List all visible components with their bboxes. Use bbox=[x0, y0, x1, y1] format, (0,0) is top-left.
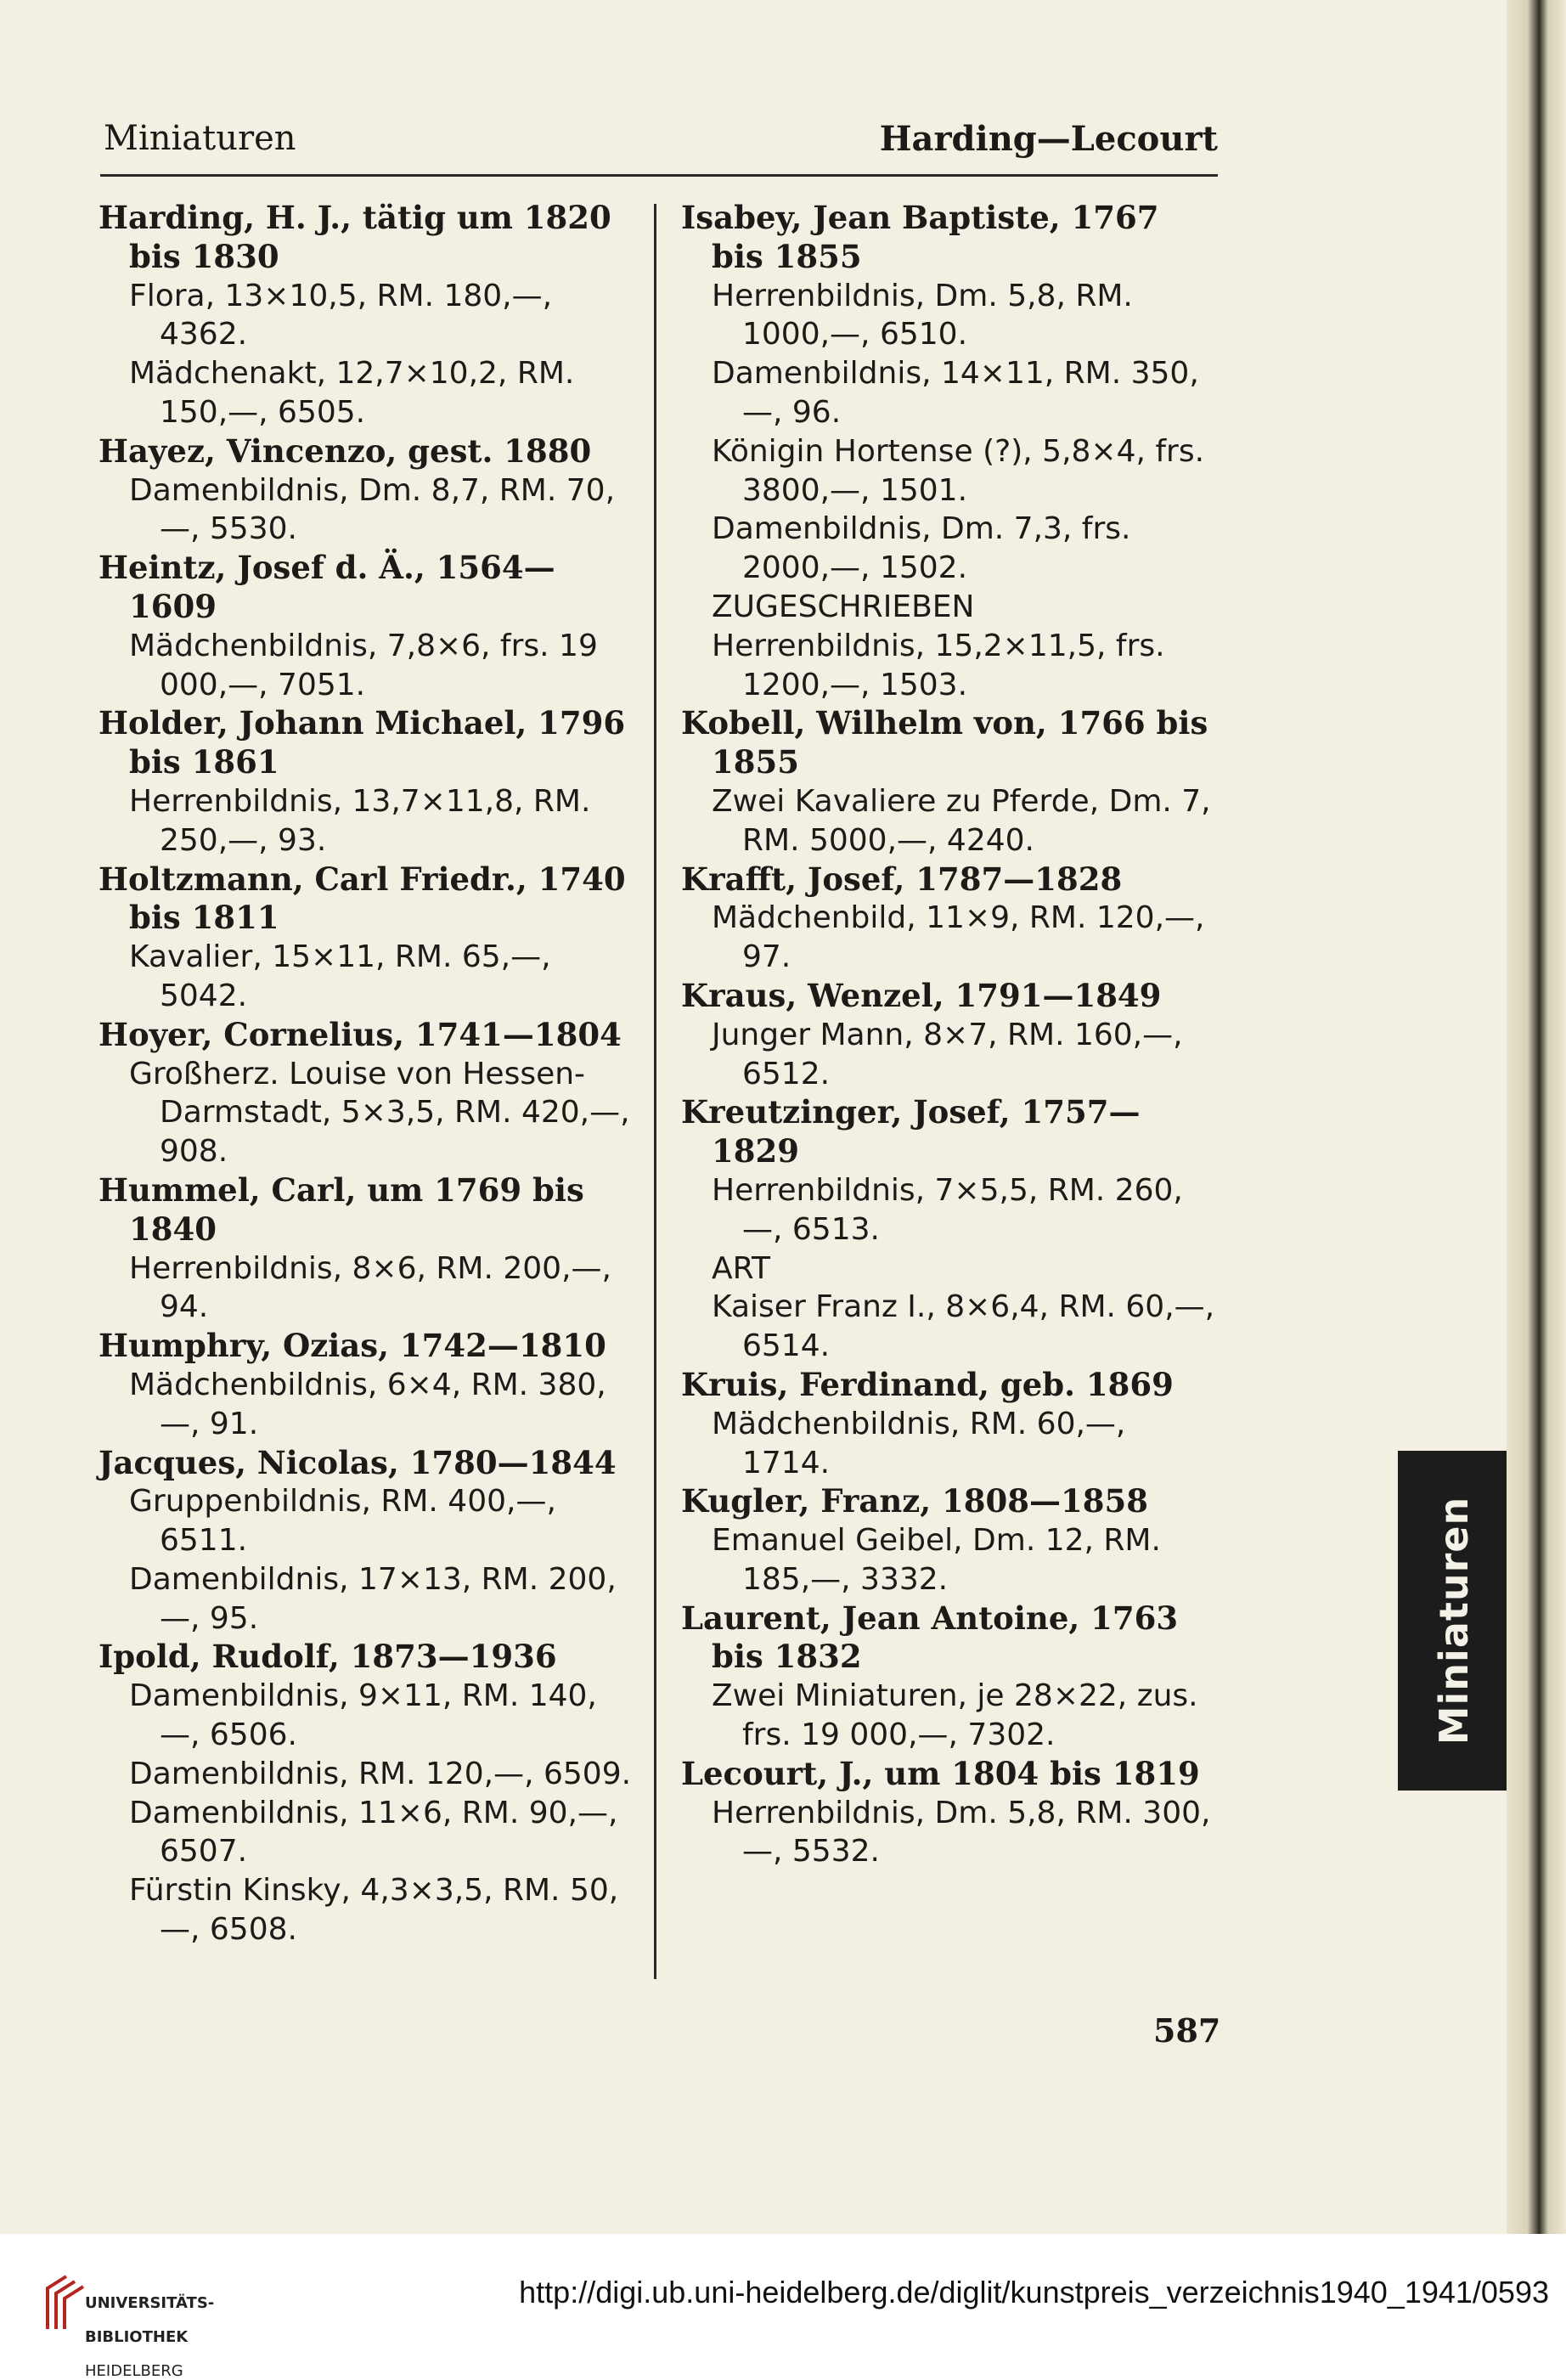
artist-name: Hoyer, Cornelius, 1741—1804 bbox=[99, 1015, 622, 1053]
artist-name: Kruis, Ferdinand, geb. 1869 bbox=[681, 1365, 1174, 1403]
catalog-entry bbox=[681, 1755, 1216, 1871]
library-name-line1: UNIVERSITÄTS- bbox=[85, 2294, 215, 2312]
page-number: 587 bbox=[1153, 2011, 1221, 2050]
catalog-entry bbox=[99, 1016, 634, 1171]
artist-name: Humphry, Ozias, 1742—1810 bbox=[99, 1327, 606, 1365]
artwork-list bbox=[99, 938, 634, 1016]
artwork-list bbox=[681, 1521, 1216, 1599]
artwork-list bbox=[99, 471, 634, 550]
thumb-index-tab bbox=[1398, 1451, 1510, 1791]
artwork-list bbox=[681, 1677, 1216, 1755]
running-header-right: Harding—Lecourt bbox=[879, 119, 1218, 159]
artwork-list bbox=[681, 277, 1216, 705]
artwork-list bbox=[99, 1055, 634, 1171]
artwork-record: Herrenbildnis, 8×6, RM. 200,—, 94. bbox=[129, 1250, 611, 1325]
catalog-entry bbox=[99, 432, 634, 549]
artist-name: Hayez, Vincenzo, gest. 1880 bbox=[99, 431, 592, 470]
artist-name: Laurent, Jean Antoine, 1763 bis 1832 bbox=[681, 1599, 1179, 1676]
artwork-list bbox=[681, 1405, 1216, 1483]
artist-name: Harding, H. J., tätig um 1820 bis 1830 bbox=[99, 199, 611, 275]
artist-name: Holder, Johann Michael, 1796 bis 1861 bbox=[99, 704, 626, 781]
footer-bar bbox=[0, 2234, 1566, 2380]
artwork-record: Mädchenbildnis, 7,8×6, frs. 19 000,—, 7051. bbox=[129, 628, 598, 702]
library-name bbox=[85, 2278, 214, 2380]
artwork-record: Mädchenbildnis, 6×4, RM. 380,—, 91. bbox=[129, 1367, 606, 1441]
artwork-record: Herrenbildnis, 7×5,5, RM. 260,—, 6513. bbox=[712, 1172, 1183, 1247]
artist-name: Hummel, Carl, um 1769 bis 1840 bbox=[99, 1170, 584, 1248]
artist-name: Isabey, Jean Baptiste, 1767 bis 1855 bbox=[681, 199, 1159, 275]
column-divider bbox=[654, 204, 656, 1979]
library-name-line3: HEIDELBERG bbox=[85, 2362, 183, 2380]
artwork-record: Kaiser Franz I., 8×6,4, RM. 60,—, 6514. bbox=[712, 1289, 1215, 1364]
artwork-list bbox=[99, 1482, 634, 1638]
thumb-index-label: Miniaturen bbox=[1431, 1496, 1477, 1746]
artwork-record: Zwei Miniaturen, je 28×22, zus. frs. 19 000,—, 7302. bbox=[712, 1678, 1198, 1753]
artwork-list bbox=[99, 782, 634, 860]
artwork-record: Damenbildnis, 14×11, RM. 350,—, 96. bbox=[712, 356, 1199, 430]
artwork-record: Damenbildnis, Dm. 7,3, frs. 2000,—, 1502. bbox=[712, 511, 1131, 586]
artwork-record: Damenbildnis, RM. 120,—, 6509. bbox=[129, 1756, 632, 1791]
artwork-record: Herrenbildnis, Dm. 5,8, RM. 1000,—, 6510. bbox=[712, 278, 1133, 352]
left-column bbox=[99, 199, 634, 1949]
artwork-record: Herrenbildnis, 15,2×11,5, frs. 1200,—, 1503. bbox=[712, 628, 1165, 702]
artwork-record: Mädchenbildnis, RM. 60,—, 1714. bbox=[712, 1406, 1126, 1480]
catalog-entry bbox=[99, 1444, 634, 1638]
artwork-record: Damenbildnis, 11×6, RM. 90,—, 6507. bbox=[129, 1795, 618, 1870]
catalog-entry bbox=[681, 199, 1216, 704]
artwork-list bbox=[681, 1171, 1216, 1366]
artwork-record: Herrenbildnis, 13,7×11,8, RM. 250,—, 93. bbox=[129, 783, 591, 858]
artist-name: Jacques, Nicolas, 1780—1844 bbox=[99, 1443, 617, 1481]
artwork-record: Fürstin Kinsky, 4,3×3,5, RM. 50,—, 6508. bbox=[129, 1873, 619, 1948]
catalog-entry bbox=[681, 1482, 1216, 1599]
artwork-record: ART bbox=[712, 1250, 771, 1286]
artwork-record: Flora, 13×10,5, RM. 180,—, 4362. bbox=[129, 278, 553, 352]
artwork-record: Herrenbildnis, Dm. 5,8, RM. 300,—, 5532. bbox=[712, 1795, 1211, 1870]
catalog-entry bbox=[99, 549, 634, 704]
catalog-entry bbox=[99, 199, 634, 432]
source-url-link[interactable]: http://digi.ub.uni-heidelberg.de/diglit/kunstpreis_verzeichnis1940_1941/0593 bbox=[519, 2275, 1549, 2310]
running-header-left: Miniaturen bbox=[104, 119, 296, 158]
catalog-entry bbox=[99, 704, 634, 860]
artwork-record: Junger Mann, 8×7, RM. 160,—, 6512. bbox=[712, 1017, 1183, 1091]
artwork-record: Damenbildnis, 9×11, RM. 140,—, 6506. bbox=[129, 1678, 597, 1753]
artist-name: Holtzmann, Carl Friedr., 1740 bis 1811 bbox=[99, 860, 626, 937]
artwork-list bbox=[681, 1016, 1216, 1094]
artwork-record: Zwei Kavaliere zu Pferde, Dm. 7, RM. 5000,—, 4240. bbox=[712, 783, 1211, 858]
catalog-entry bbox=[681, 1599, 1216, 1755]
library-name-line2: BIBLIOTHEK bbox=[85, 2328, 189, 2346]
page-edge bbox=[1507, 0, 1566, 2234]
artwork-record: ZUGESCHRIEBEN bbox=[712, 589, 975, 624]
artwork-record: Damenbildnis, 17×13, RM. 200,—, 95. bbox=[129, 1561, 617, 1636]
artwork-list bbox=[99, 627, 634, 705]
artwork-record: Mädchenakt, 12,7×10,2, RM. 150,—, 6505. bbox=[129, 356, 575, 430]
catalog-entry bbox=[681, 704, 1216, 860]
header-rule bbox=[100, 174, 1218, 177]
artwork-record: Kavalier, 15×11, RM. 65,—, 5042. bbox=[129, 939, 551, 1013]
catalog-entry bbox=[681, 1366, 1216, 1482]
artist-name: Kreutzinger, Josef, 1757—1829 bbox=[681, 1093, 1141, 1170]
artwork-list bbox=[681, 899, 1216, 977]
right-column bbox=[681, 199, 1216, 1871]
artwork-record: Gruppenbildnis, RM. 400,—, 6511. bbox=[129, 1484, 556, 1559]
catalog-entry bbox=[99, 1638, 634, 1949]
artist-name: Kugler, Franz, 1808—1858 bbox=[681, 1482, 1148, 1520]
catalog-entry bbox=[99, 860, 634, 1016]
artist-name: Kobell, Wilhelm von, 1766 bis 1855 bbox=[681, 704, 1208, 781]
artwork-list bbox=[99, 1366, 634, 1444]
artwork-record: Großherz. Louise von Hessen-Darmstadt, 5×3,5, RM. 420,—, 908. bbox=[129, 1056, 630, 1170]
artwork-list bbox=[99, 1249, 634, 1328]
artist-name: Lecourt, J., um 1804 bis 1819 bbox=[681, 1754, 1200, 1792]
artwork-record: Damenbildnis, Dm. 8,7, RM. 70,—, 5530. bbox=[129, 472, 616, 547]
artist-name: Ipold, Rudolf, 1873—1936 bbox=[99, 1638, 557, 1676]
artist-name: Kraus, Wenzel, 1791—1849 bbox=[681, 976, 1162, 1014]
artwork-list bbox=[99, 277, 634, 432]
artwork-record: Emanuel Geibel, Dm. 12, RM. 185,—, 3332. bbox=[712, 1523, 1161, 1597]
artwork-record: Königin Hortense (?), 5,8×4, frs. 3800,—, 1501. bbox=[712, 433, 1205, 508]
artist-name: Krafft, Josef, 1787—1828 bbox=[681, 860, 1123, 898]
catalog-entry bbox=[681, 1093, 1216, 1366]
catalog-entry bbox=[681, 977, 1216, 1093]
artist-name: Heintz, Josef d. Ä., 1564—1609 bbox=[99, 549, 555, 625]
artwork-list bbox=[681, 1794, 1216, 1872]
catalog-entry bbox=[681, 860, 1216, 977]
catalog-entry bbox=[99, 1327, 634, 1443]
artwork-record: Mädchenbild, 11×9, RM. 120,—, 97. bbox=[712, 900, 1205, 975]
artwork-list bbox=[99, 1677, 634, 1949]
catalog-entry bbox=[99, 1171, 634, 1327]
artwork-list bbox=[681, 782, 1216, 860]
